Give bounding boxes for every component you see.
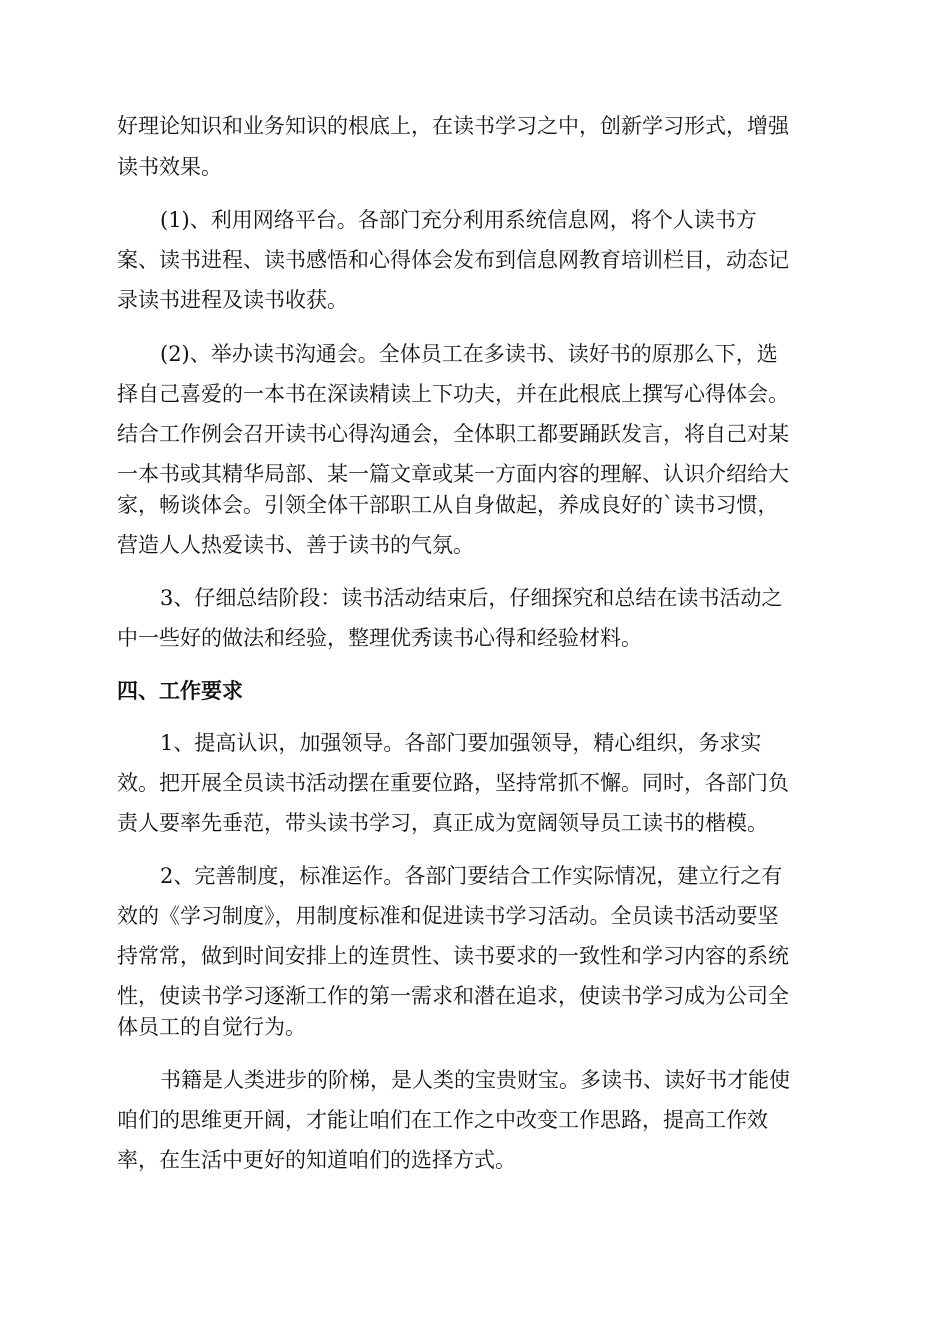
text-line: 好理论知识和业务知识的根底上，在读书学习之中，创新学习形式，增强 [117,114,789,138]
text-line: 1、提高认识，加强领导。各部门要加强领导，精心组织，务求实 [160,731,762,755]
text-line: 结合工作例会召开读书心得沟通会，全体职工都要踊跃发言，将自己对某 [117,422,789,446]
text-line: 效。把开展全员读书活动摆在重要位路，坚持常抓不懈。同时，各部门负 [117,771,789,795]
text-line: 一本书或其精华局部、某一篇文章或某一方面内容的理解、认识介绍给大 [117,462,789,486]
text-line: 营造人人热爱读书、善于读书的气氛。 [117,533,474,557]
text-line: 书籍是人类进步的阶梯，是人类的宝贵财宝。多读书、读好书才能使 [160,1068,790,1092]
text-line: 录读书进程及读书收获。 [117,288,348,312]
text-line: 性，使读书学习逐渐工作的第一需求和潜在追求，使读书学习成为公司全 [117,984,789,1008]
text-line: 读书效果。 [117,155,222,179]
text-line: 体员工的自觉行为。 [117,1015,306,1039]
text-line: 案、读书进程、读书感悟和心得体会发布到信息网教育培训栏目，动态记 [117,248,789,272]
text-line: 择自己喜爱的一本书在深读精读上下功夫，并在此根底上撰写心得体会。 [117,382,789,406]
text-line: 2、完善制度，标准运作。各部门要结合工作实际情况，建立行之有 [160,864,783,888]
text-line: 中一些好的做法和经验，整理优秀读书心得和经验材料。 [117,626,642,650]
text-line: 责人要率先垂范，带头读书学习，真正成为宽阔领导员工读书的楷模。 [117,811,768,835]
text-line: 家，畅谈体会。引领全体干部职工从自身做起，养成良好的`读书习惯， [117,493,779,517]
text-line: 效的《学习制度》，用制度标准和促进读书学习活动。全员读书活动要坚 [117,904,779,928]
section-heading: 四、工作要求 [117,678,243,703]
text-line: 率，在生活中更好的知道咱们的选择方式。 [117,1148,516,1172]
text-line: 3、仔细总结阶段：读书活动结束后，仔细探究和总结在读书活动之 [160,586,783,610]
text-line: (2)、举办读书沟通会。全体员工在多读书、读好书的原那么下，选 [160,342,778,366]
text-line: 持常常，做到时间安排上的连贯性、读书要求的一致性和学习内容的系统 [117,944,789,968]
text-line: 咱们的思维更开阔，才能让咱们在工作之中改变工作思路，提高工作效 [117,1108,768,1132]
text-line: (1)、利用网络平台。各部门充分利用系统信息网，将个人读书方 [160,208,757,232]
